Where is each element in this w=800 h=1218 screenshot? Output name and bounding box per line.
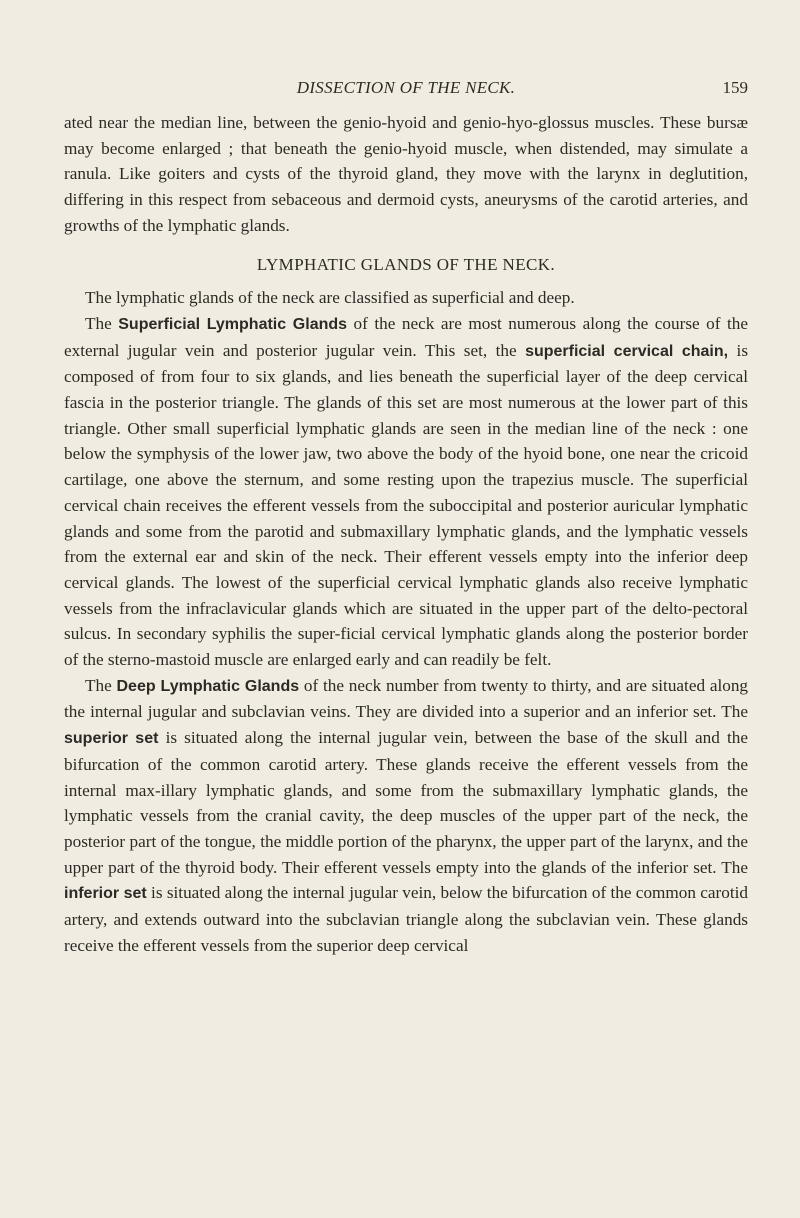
paragraph-classification: The lymphatic glands of the neck are classified as superficial and deep.: [85, 288, 575, 308]
paragraph-deep-glands: [64, 673, 748, 959]
body-text: [64, 110, 748, 959]
book-page: [64, 74, 748, 959]
text-run: of the neck number from twenty to thirty, and are situated along the internal jugular and subclavian veins. They are divided into a superior and an inferior set. The: [64, 675, 749, 722]
paragraph-superficial-glands: [64, 311, 748, 673]
text-run: The: [85, 313, 119, 333]
paragraph-continuation: ated near the median line, between the genio-hyoid and genio-hyo-glossus muscles. These bursæ may become enlarged ; that beneath the genio-hyoid muscle, when distended, may simulate a ranula. Like goiters and cysts of the thyroid gland, they move with the larynx in deglutition, differing in this respect from sebaceous and dermoid cysts, aneurysms of the carotid arteries, and growths of the lymphatic glands.: [64, 113, 748, 235]
term-inferior-set: inferior set: [64, 885, 147, 903]
term-superior-set: superior set: [64, 730, 159, 748]
section-heading: LYMPHATIC GLANDS OF THE NECK.: [256, 254, 556, 274]
term-deep-lymphatic-glands: Deep Lymphatic Glands: [116, 677, 300, 695]
text-run: is situated along the internal jugular vein, between the base of the skull and the bifurcation of the common carotid artery. These glands receive the efferent vessels from the internal max-illary lymphatic glands, and some from the submaxillary lymphatic glands, the lymphatic vessels from the cranial cavity, the deep muscles of the upper part of the neck, the posterior part of the tongue, the middle portion of the pharynx, the upper part of the larynx, and the upper part of the thyroid body. Their efferent vessels empty into the glands of the inferior set. The: [64, 728, 748, 877]
term-superficial-lymphatic-glands: Superficial Lymphatic Glands: [118, 315, 348, 333]
text-run: is situated along the internal jugular vein, below the bifurcation of the common carotid artery, and extends outward into the subclavian triangle along the subclavian vein. These glands receive the efferent vessels from the superior deep cervical: [64, 883, 748, 955]
running-head: [64, 74, 748, 104]
text-run: of the neck are most numerous along the course of the external jugular vein and posterior jugular vein. This set, the: [64, 313, 749, 360]
text-run: The: [85, 675, 117, 695]
page-number: 159: [722, 78, 748, 97]
running-title: DISSECTION OF THE NECK.: [296, 78, 516, 97]
term-superficial-cervical-chain: superficial cervical chain,: [525, 342, 729, 360]
text-run: is composed of from four to six glands, and lies beneath the superficial layer of the deep cervical fascia in the posterior triangle. The glands of this set are most numerous at the lower part of this triangle. Other small superficial lymphatic glands are seen in the median line of the neck : one below the symphysis of the lower jaw, two above the body of the hyoid bone, one near the cricoid cartilage, one above the sternum, and some resting upon the trapezius muscle. The superficial cervical chain receives the efferent vessels from the suboccipital and posterior auricular lymphatic glands and some from the parotid and submaxillary lymphatic glands, and the lymphatic vessels from the external ear and skin of the neck. Their efferent vessels empty into the inferior deep cervical glands. The lowest of the superficial cervical lymphatic glands also receive lymphatic vessels from the infraclavicular glands which are situated in the upper part of the delto-pectoral sulcus. In secondary syphilis the super-ficial cervical lymphatic glands along the posterior border of the sterno-mastoid muscle are enlarged early and can readily be felt.: [64, 340, 749, 670]
